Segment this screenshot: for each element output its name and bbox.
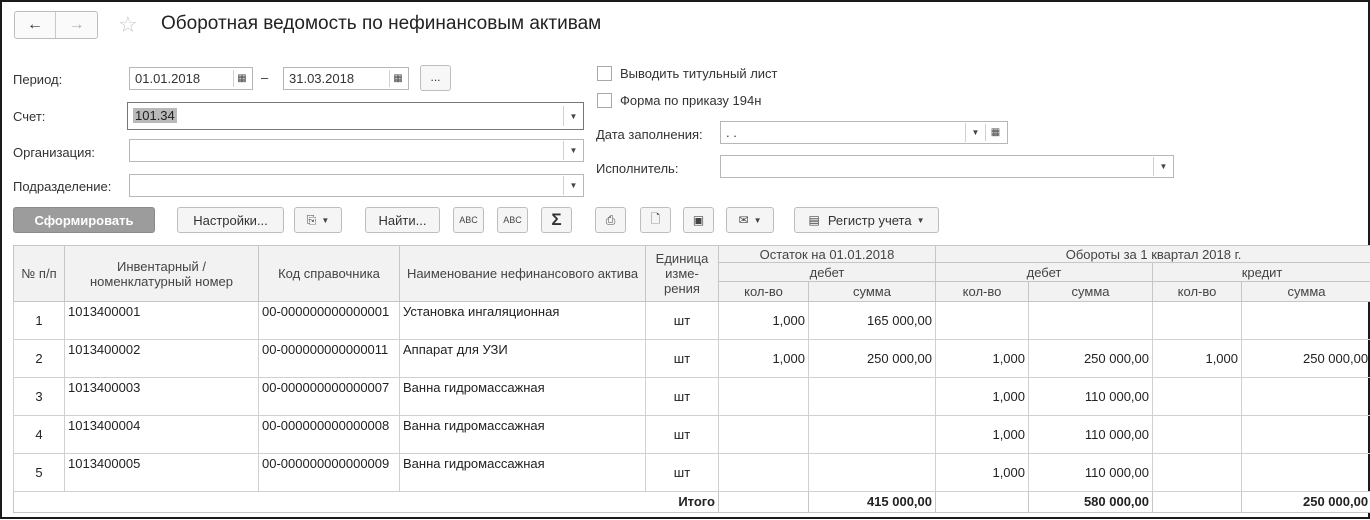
cell-debit-sum[interactable]: 110 000,00 [1029,416,1153,454]
cell-credit-sum[interactable] [1242,378,1370,416]
cell-code[interactable]: 00-000000000000008 [259,416,400,454]
period-to-input[interactable] [283,67,409,90]
table-row[interactable] [14,416,1370,454]
cell-credit-sum[interactable]: 250 000,00 [1242,340,1370,378]
cell-balance-qty[interactable] [719,454,809,492]
cell-inventory[interactable]: 1013400004 [65,416,259,454]
cell-debit-qty[interactable]: 1,000 [936,378,1029,416]
cell-credit-qty[interactable] [1153,454,1242,492]
cell-credit-sum[interactable] [1242,302,1370,340]
cell-balance-sum[interactable] [809,378,936,416]
total-credit-qty [1153,492,1242,513]
department-label: Подразделение: [13,179,111,194]
period-dash: – [261,70,268,85]
cell-code[interactable]: 00-000000000000007 [259,378,400,416]
cell-name[interactable]: Ванна гидромассажная [400,454,646,492]
cell-debit-qty[interactable]: 1,000 [936,416,1029,454]
cell-balance-sum[interactable] [809,454,936,492]
preview-icon[interactable]: 🗋 [640,207,671,233]
cell-num[interactable]: 3 [14,378,65,416]
header-qty: кол-во [936,282,1029,302]
calendar-icon[interactable]: ▦ [389,70,406,87]
report-variant-button[interactable] [294,207,342,233]
order-form-label: Форма по приказу 194н [620,93,761,108]
cell-debit-sum[interactable] [1029,302,1153,340]
favorite-star-icon[interactable]: ☆ [118,14,138,36]
cell-code[interactable]: 00-000000000000001 [259,302,400,340]
report-table [13,245,1370,520]
chevron-down-icon: ▼ [321,216,329,225]
total-balance-sum: 415 000,00 [809,492,936,513]
header-num: № п/п [14,246,65,302]
header-balance: Остаток на 01.01.2018 [719,246,936,263]
back-arrow-icon[interactable]: ← [15,12,56,38]
cell-name[interactable]: Ванна гидромассажная [400,378,646,416]
cell-credit-sum[interactable] [1242,416,1370,454]
cell-name[interactable]: Установка ингаляционная [400,302,646,340]
cell-name[interactable]: Аппарат для УЗИ [400,340,646,378]
copy-icon: ⎘ [307,213,317,228]
cell-num[interactable]: 5 [14,454,65,492]
cell-credit-qty[interactable] [1153,302,1242,340]
cell-credit-sum[interactable] [1242,454,1370,492]
header-qty: кол-во [719,282,809,302]
cell-balance-sum[interactable] [809,416,936,454]
cell-debit-qty[interactable]: 1,000 [936,454,1029,492]
cell-balance-qty[interactable]: 1,000 [719,302,809,340]
order-form-checkbox[interactable] [597,93,612,108]
cell-debit-sum[interactable]: 110 000,00 [1029,454,1153,492]
cell-inventory[interactable]: 1013400003 [65,378,259,416]
executor-label: Исполнитель: [596,161,678,176]
cell-debit-qty[interactable]: 1,000 [936,340,1029,378]
header-sum: сумма [1242,282,1370,302]
chevron-down-icon[interactable]: ▼ [965,123,985,142]
send-mail-button[interactable] [726,207,774,233]
header-sum: сумма [809,282,936,302]
table-row[interactable] [14,378,1370,416]
chevron-down-icon: ▼ [754,216,762,225]
fill-date-value: . . [726,125,737,140]
cell-balance-qty[interactable] [719,378,809,416]
cell-name[interactable]: Ванна гидромассажная [400,416,646,454]
table-row[interactable] [14,340,1370,378]
period-from-value: 01.01.2018 [135,71,200,86]
cell-unit[interactable]: шт [646,416,719,454]
header-name: Наименование нефинансового актива [400,246,646,302]
find-button[interactable]: Найти... [365,207,440,233]
navigation-buttons [14,11,98,39]
period-from-input[interactable] [129,67,253,90]
period-to-value: 31.03.2018 [289,71,354,86]
period-select-button[interactable]: ... [420,65,451,91]
register-button[interactable] [794,207,939,233]
envelope-icon: ✉ [739,213,749,227]
period-label: Период: [13,72,62,87]
cell-debit-qty[interactable] [936,302,1029,340]
cell-balance-sum[interactable]: 250 000,00 [809,340,936,378]
header-turnover-debit: дебет [936,263,1153,282]
header-turnover-credit: кредит [1153,263,1370,282]
cell-num[interactable]: 4 [14,416,65,454]
header-inventory: Инвентарный / номенклатурный номер [65,246,259,302]
calendar-icon[interactable]: ▦ [233,70,250,87]
sum-icon[interactable]: Σ [541,207,572,233]
cell-num[interactable]: 1 [14,302,65,340]
register-icon: ▤ [808,213,819,227]
account-label: Счет: [13,109,45,124]
cell-balance-sum[interactable]: 165 000,00 [809,302,936,340]
header-qty: кол-во [1153,282,1242,302]
cell-balance-qty[interactable]: 1,000 [719,340,809,378]
header-unit: Единица изме- рения [646,246,719,302]
header-code: Код справочника [259,246,400,302]
header-balance-debit: дебет [719,263,936,282]
account-value: 101.34 [133,108,177,123]
header-turnover: Обороты за 1 квартал 2018 г. [936,246,1370,263]
chevron-down-icon[interactable]: ▼ [563,141,583,160]
cell-debit-sum[interactable]: 250 000,00 [1029,340,1153,378]
table-row[interactable] [14,454,1370,492]
cell-num[interactable]: 2 [14,340,65,378]
cell-code[interactable]: 00-000000000000009 [259,454,400,492]
register-label: Регистр учета [828,213,912,228]
chevron-down-icon[interactable]: ▼ [563,106,583,126]
abc-search-icon[interactable]: ABC [453,207,484,233]
page-title: Оборотная ведомость по нефинансовым активам [161,13,601,35]
table-row[interactable] [14,302,1370,340]
cell-credit-qty[interactable] [1153,378,1242,416]
print-icon[interactable]: ⎙ [595,207,626,233]
cell-balance-qty[interactable] [719,416,809,454]
cell-unit[interactable]: шт [646,454,719,492]
total-debit-qty [936,492,1029,513]
fill-date-input[interactable] [720,121,1008,144]
executor-input[interactable] [720,155,1174,178]
header-sum: сумма [1029,282,1153,302]
generate-button[interactable]: Сформировать [13,207,155,233]
chevron-down-icon[interactable]: ▼ [563,176,583,195]
account-input[interactable] [127,102,584,130]
cell-code[interactable]: 00-000000000000011 [259,340,400,378]
total-credit-sum: 250 000,00 [1242,492,1370,513]
department-input[interactable] [129,174,584,197]
organization-input[interactable] [129,139,584,162]
title-page-label: Выводить титульный лист [620,66,778,81]
chevron-down-icon[interactable]: ▼ [1153,157,1173,176]
cell-debit-sum[interactable]: 110 000,00 [1029,378,1153,416]
cell-unit[interactable]: шт [646,302,719,340]
cell-inventory[interactable]: 1013400001 [65,302,259,340]
total-label: Итого [14,492,719,513]
cell-inventory[interactable]: 1013400005 [65,454,259,492]
settings-button[interactable]: Настройки... [177,207,284,233]
save-icon[interactable]: ▣ [683,207,714,233]
cell-inventory[interactable]: 1013400002 [65,340,259,378]
chevron-down-icon: ▼ [917,216,925,225]
total-row [14,492,1370,513]
cell-credit-qty[interactable] [1153,416,1242,454]
total-balance-qty [719,492,809,513]
calendar-icon[interactable]: ▦ [985,124,1005,141]
cell-unit[interactable]: шт [646,378,719,416]
total-debit-sum: 580 000,00 [1029,492,1153,513]
forward-arrow-icon[interactable]: → [56,12,97,38]
abc-plus-icon[interactable]: ABC [497,207,528,233]
title-page-checkbox[interactable] [597,66,612,81]
organization-label: Организация: [13,145,95,160]
cell-unit[interactable]: шт [646,340,719,378]
cell-credit-qty[interactable]: 1,000 [1153,340,1242,378]
fill-date-label: Дата заполнения: [596,127,703,142]
